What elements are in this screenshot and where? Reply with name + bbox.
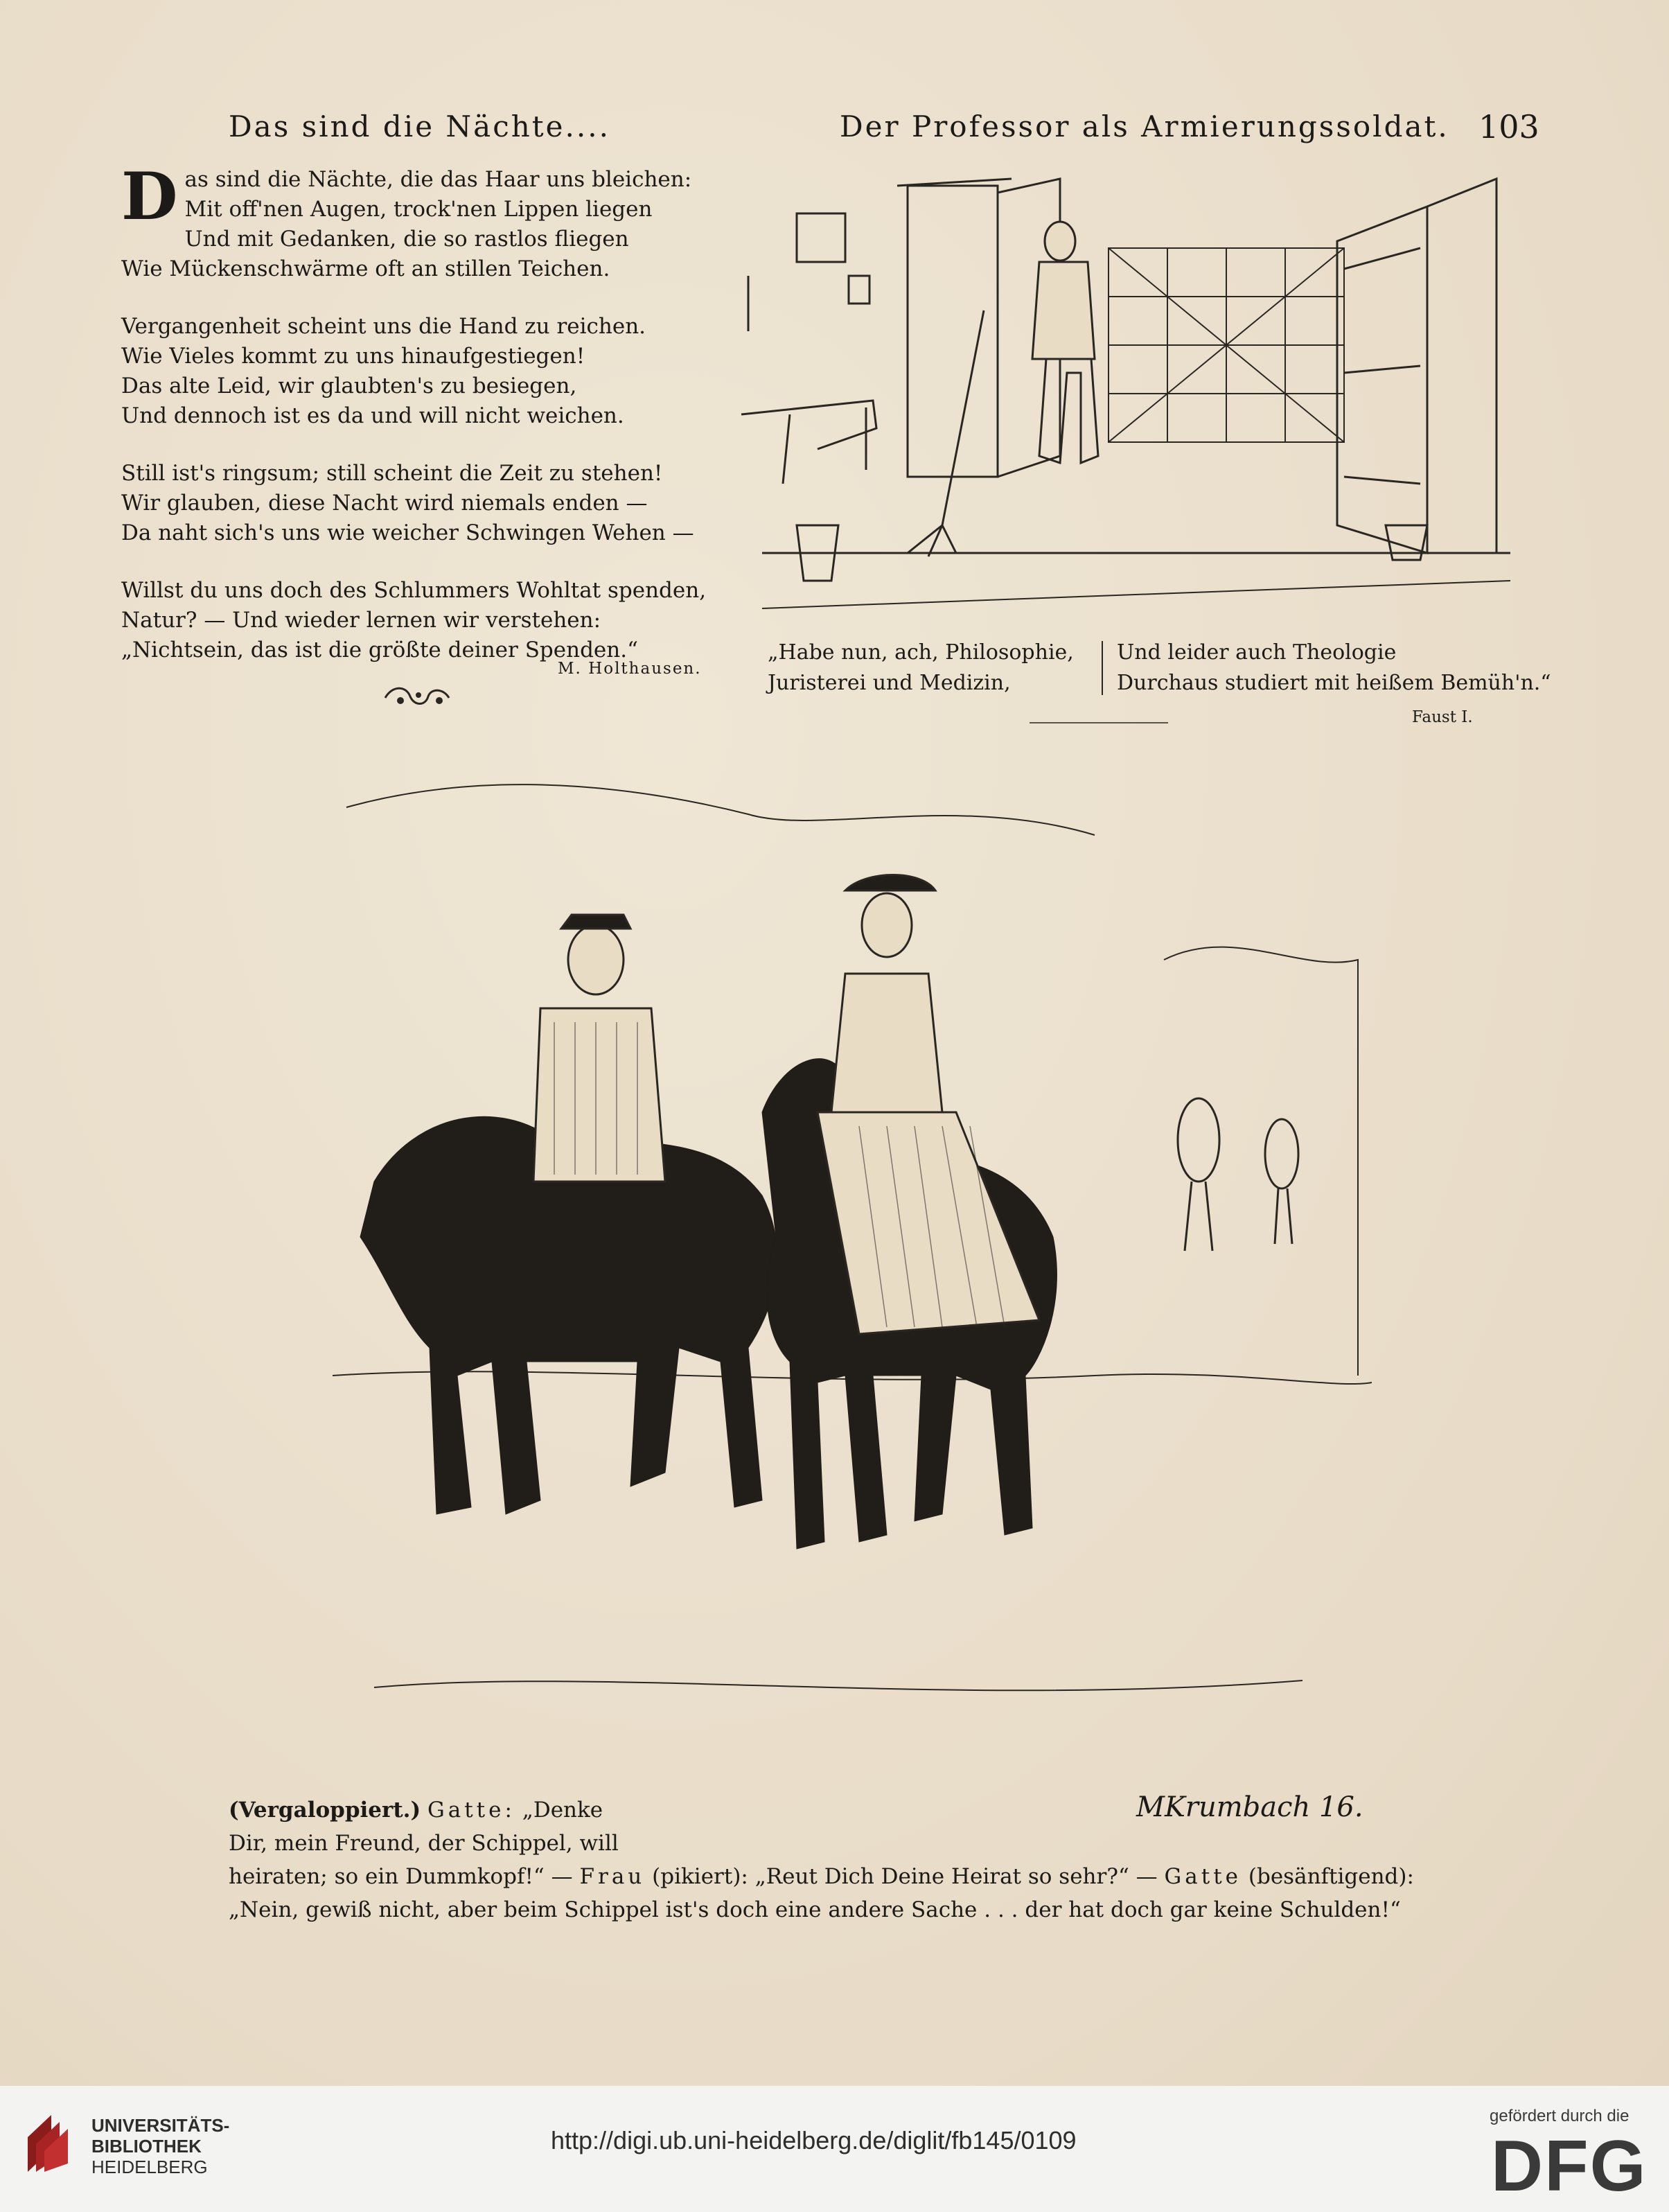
poem	[121, 159, 710, 693]
header-right-title: Der Professor als Armierungssoldat.	[840, 109, 1449, 143]
quote-line: Juristerei und Medizin,	[768, 671, 1011, 695]
poem-stanza-3	[121, 459, 710, 548]
quote-line: Durchaus studiert mit heißem Bemüh'n.“	[1117, 671, 1551, 695]
poem-line: Natur? — Und wieder lernen wir verstehen:	[121, 608, 601, 633]
funding-note: gefördert durch die	[1490, 2107, 1630, 2125]
caption-text: „Denke	[522, 1798, 603, 1823]
poem-line: Vergangenheit scheint uns die Hand zu reichen.	[121, 314, 646, 339]
page-number: 103	[1478, 108, 1539, 146]
poem-stanza-2	[121, 312, 710, 431]
caption-line	[229, 1793, 1420, 1827]
caption-speaker: Gatte	[1164, 1864, 1242, 1889]
faust-quote-left	[768, 638, 1074, 699]
caption-line	[229, 1860, 1420, 1893]
library-name-line: HEIDELBERG	[91, 2157, 208, 2177]
dfg-logo: DFG	[1491, 2126, 1648, 2206]
poem-stanza-4	[121, 576, 710, 665]
poem-line: Und mit Gedanken, die so rastlos fliegen	[184, 227, 629, 252]
divider-rule	[1030, 722, 1168, 723]
poem-line: Wir glauben, diese Nacht wird niemals enden —	[121, 491, 648, 516]
faust-quote-right	[1117, 638, 1551, 699]
poem-dropcap: D	[121, 159, 178, 235]
poem-line: Willst du uns doch des Schlummers Wohltat spenden,	[121, 578, 707, 603]
quote-line: „Habe nun, ach, Philosophie,	[768, 640, 1074, 665]
quote-line: Und leider auch Theologie	[1117, 640, 1397, 665]
poem-stanza-1	[121, 159, 710, 284]
poem-line: as sind die Nächte, die das Haar uns bleichen:	[184, 167, 692, 192]
couple-riding-illustration	[333, 752, 1372, 1829]
professor-sweeping-illustration	[734, 165, 1510, 614]
library-name-line: BIBLIOTHEK	[91, 2136, 202, 2157]
poem-line: Wie Mückenschwärme oft an stillen Teichen.	[121, 256, 610, 281]
poem-line: Und dennoch ist es da und will nicht weichen.	[121, 403, 624, 428]
ornament-icon	[380, 683, 456, 710]
caption-speaker: Gatte:	[427, 1798, 515, 1823]
poem-line: Das alte Leid, wir glaubten's zu besiegen,	[121, 374, 577, 398]
caption-text: (pikiert): „Reut Dich Deine Heirat so sehr?“ —	[652, 1864, 1158, 1889]
poem-line: „Nichtsein, das ist die größte deiner Spenden.“	[121, 638, 638, 662]
poem-line: Da naht sich's uns wie weicher Schwingen Wehen —	[121, 520, 694, 545]
quote-source: Faust I.	[1412, 708, 1473, 726]
caption-text: (besänftigend):	[1248, 1864, 1414, 1889]
header-left-title: Das sind die Nächte....	[229, 109, 610, 143]
caption-title: (Vergaloppiert.)	[229, 1798, 421, 1823]
caption-text: heiraten; so ein Dummkopf!“ —	[229, 1864, 573, 1889]
caption-line: „Nein, gewiß nicht, aber beim Schippel ist's doch eine andere Sache . . . der hat doch gar keine Schulden!“	[229, 1897, 1401, 1922]
caption-line: Dir, mein Freund, der Schippel, will	[229, 1831, 619, 1856]
poem-author: M. Holthausen.	[558, 660, 702, 678]
university-library-name	[91, 2115, 229, 2177]
poem-line: Mit off'nen Augen, trock'nen Lippen liegen	[184, 197, 653, 222]
document-url-link[interactable]: http://digi.ub.uni-heidelberg.de/diglit/fb145/0109	[551, 2126, 1077, 2154]
poem-line: Still ist's ringsum; still scheint die Zeit zu stehen!	[121, 461, 663, 486]
quote-divider	[1102, 641, 1103, 695]
library-name-line: UNIVERSITÄTS-	[91, 2115, 230, 2136]
caption-speaker: Frau	[579, 1864, 646, 1889]
university-library-logo-icon	[24, 2109, 78, 2176]
cartoon-caption	[229, 1793, 1420, 1926]
poem-line: Wie Vieles kommt zu uns hinaufgestiegen!	[121, 344, 585, 369]
artist-signature: MKrumbach 16.	[1136, 1791, 1363, 1823]
